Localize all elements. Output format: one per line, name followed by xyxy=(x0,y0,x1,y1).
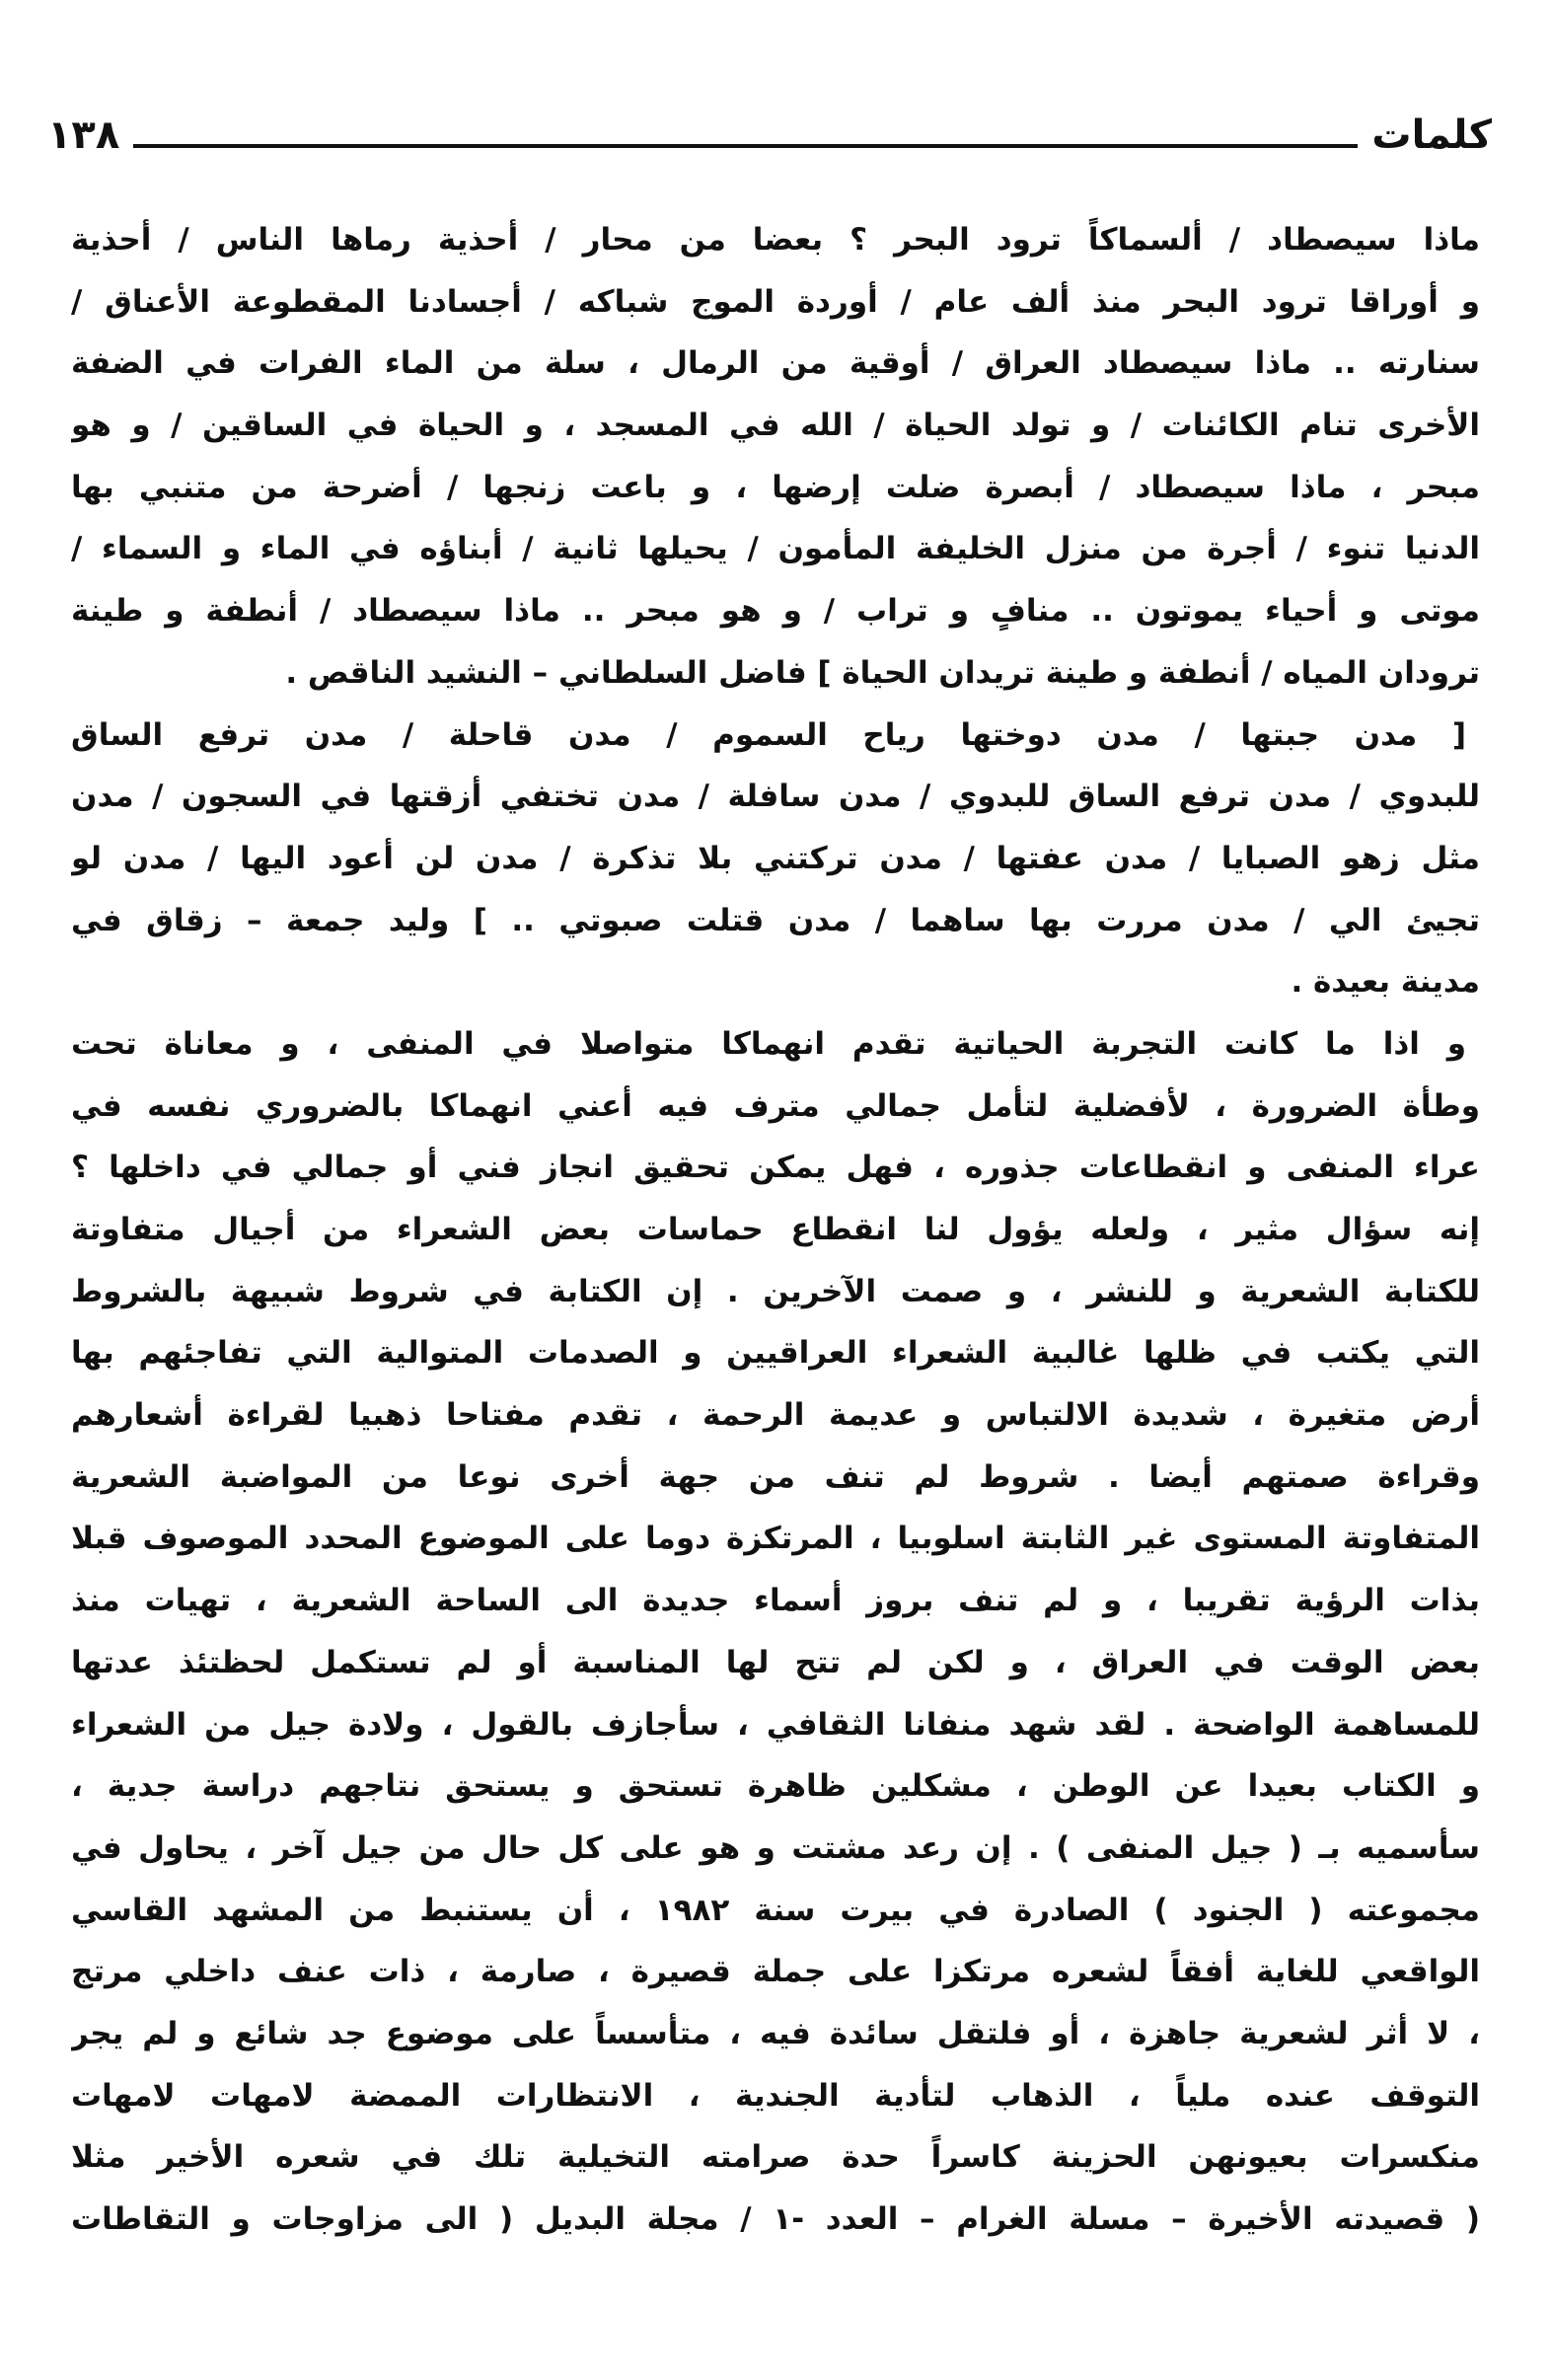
text-line: التي يكتب في ظلها غالبية الشعراء العراقيين و الصدمات المتوالية التي تفاجئهم بها xyxy=(71,1335,1480,1372)
text-line: للمساهمة الواضحة . لقد شهد منفانا الثقافي ، سأجازف بالقول ، ولادة جيل من الشعراء xyxy=(71,1706,1480,1743)
text-line: بذات الرؤية تقريبا ، و لم تنف بروز أسماء جديدة الى الساحة الشعرية ، تهيات منذ xyxy=(71,1583,1480,1619)
body-text xyxy=(71,209,1480,2341)
text-line: مثل زهو الصبايا / مدن عفتها / مدن تركتني بلا تذكرة / مدن لن أعود اليها / مدن لو xyxy=(71,840,1480,876)
text-line: و أوراقا ترود البحر منذ ألف عام / أوردة الموج شباكه / أجسادنا المقطوعة الأعناق / xyxy=(71,283,1480,320)
text-line: أرض متغيرة ، شديدة الالتباس و عديمة الرحمة ، تقدم مفتاحا ذهبيا لقراءة أشعارهم xyxy=(71,1397,1480,1434)
text-line: وقراءة صمتهم أيضا . شروط لم تنف من جهة أخرى نوعا من المواضبة الشعرية xyxy=(71,1458,1480,1495)
text-line: مبحر ، ماذا سيصطاد / أبصرة ضلت إرضها ، و باعت زنجها / أضرحة من متنبي بها xyxy=(71,469,1480,505)
text-line: بعض الوقت في العراق ، و لكن لم تتح لها المناسبة أو لم تستكمل لحظتئذ عدتها xyxy=(71,1644,1480,1680)
text-line: الدنيا تنوء / أجرة من منزل الخليفة المأمون / يحيلها ثانية / أبناؤه في الماء و السماء / xyxy=(71,531,1480,567)
text-line: منكسرات بعيونهن الحزينة كاسراً حدة صرامته التخيلية تلك في شعره الأخير مثلا xyxy=(71,2139,1480,2176)
text-line: مدينة بعيدة . xyxy=(1291,964,1480,1001)
text-line: سنارته .. ماذا سيصطاد العراق / أوقية من الرمال ، سلة من الماء الفرات في الضفة xyxy=(71,345,1480,382)
text-line: ترودان المياه / أنطفة و طينة تريدان الحياة ] فاضل السلطاني – النشيد الناقص . xyxy=(285,654,1480,691)
text-line: الواقعي للغاية أفقاً لشعره مرتكزا على جملة قصيرة ، صارمة ، ذات عنف داخلي مرتج xyxy=(71,1954,1480,1990)
running-header xyxy=(47,99,1492,158)
text-line: سأسميه بـ ( جيل المنفى ) . إن رعد مشتت و هو على كل حال من جيل آخر ، يحاول في xyxy=(71,1829,1480,1866)
text-line: للكتابة الشعرية و للنشر ، و صمت الآخرين . إن الكتابة في شروط شبيهة بالشروط xyxy=(71,1273,1480,1309)
text-line: و الكتاب بعيدا عن الوطن ، مشكلين ظاهرة تستحق و يستحق نتاجهم دراسة جدية ، xyxy=(71,1768,1480,1805)
text-line: وطأة الضرورة ، لأفضلية لتأمل جمالي مترف فيه أعني انهماكا بالضروري نفسه في xyxy=(71,1087,1480,1124)
text-line: التوقف عنده ملياً ، الذهاب لتأدية الجندية ، الانتظارات الممضة لامهات لامهات xyxy=(71,2077,1480,2114)
text-line: ( قصيدته الأخيرة – مسلة الغرام – العدد -١ / مجلة البديل ( الى مزاوجات و التقاطات xyxy=(71,2201,1480,2237)
text-line: المتفاوتة المستوى غير الثابتة اسلوبيا ، المرتكزة دوما على الموضوع المحدد الموصوف قبلا xyxy=(71,1521,1480,1557)
page-number: ١٣٨ xyxy=(47,112,120,158)
text-line: مجموعته ( الجنود ) الصادرة في بيرت سنة ١٩٨٢ ، أن يستنبط من المشهد القاسي xyxy=(71,1892,1480,1928)
running-title: كلمات xyxy=(1371,112,1492,158)
text-line: و اذا ما كانت التجربة الحياتية تقدم انهماكا متواصلا في المنفى ، و معاناة تحت xyxy=(71,1025,1466,1062)
text-line: [ مدن جبتها / مدن دوختها رياح السموم / مدن قاحلة / مدن ترفع الساق xyxy=(71,716,1466,753)
text-line: تجيئ الي / مدن مررت بها ساهما / مدن قتلت صبوتي .. ] وليد جمعة – زقاق في xyxy=(71,902,1480,938)
text-line: ماذا سيصطاد / ألسماكاً ترود البحر ؟ بعضا من محار / أحذية رماها الناس / أحذية xyxy=(71,222,1480,258)
text-line: إنه سؤال مثير ، ولعله يؤول لنا انقطاع حماسات بعض الشعراء من أجيال متفاوتة xyxy=(71,1212,1480,1247)
text-line: موتى و أحياء يموتون .. منافٍ و تراب / و هو مبحر .. ماذا سيصطاد / أنطفة و طينة xyxy=(71,593,1480,630)
text-line: عراء المنفى و انقطاعات جذوره ، فهل يمكن تحقيق انجاز فني أو جمالي في داخلها ؟ xyxy=(71,1150,1480,1186)
header-rule xyxy=(133,144,1358,148)
text-line: الأخرى تنام الكائنات / و تولد الحياة / الله في المسجد ، و الحياة في الساقين / و هو xyxy=(71,408,1480,444)
text-line: للبدوي / مدن ترفع الساق للبدوي / مدن سافلة / مدن تختفي أزقتها في السجون / مدن xyxy=(71,779,1480,815)
text-line: ، لا أثر لشعرية جاهزة ، أو فلتقل سائدة فيه ، متأسساً على موضوع جد شائع و لم يجر xyxy=(71,2015,1480,2051)
